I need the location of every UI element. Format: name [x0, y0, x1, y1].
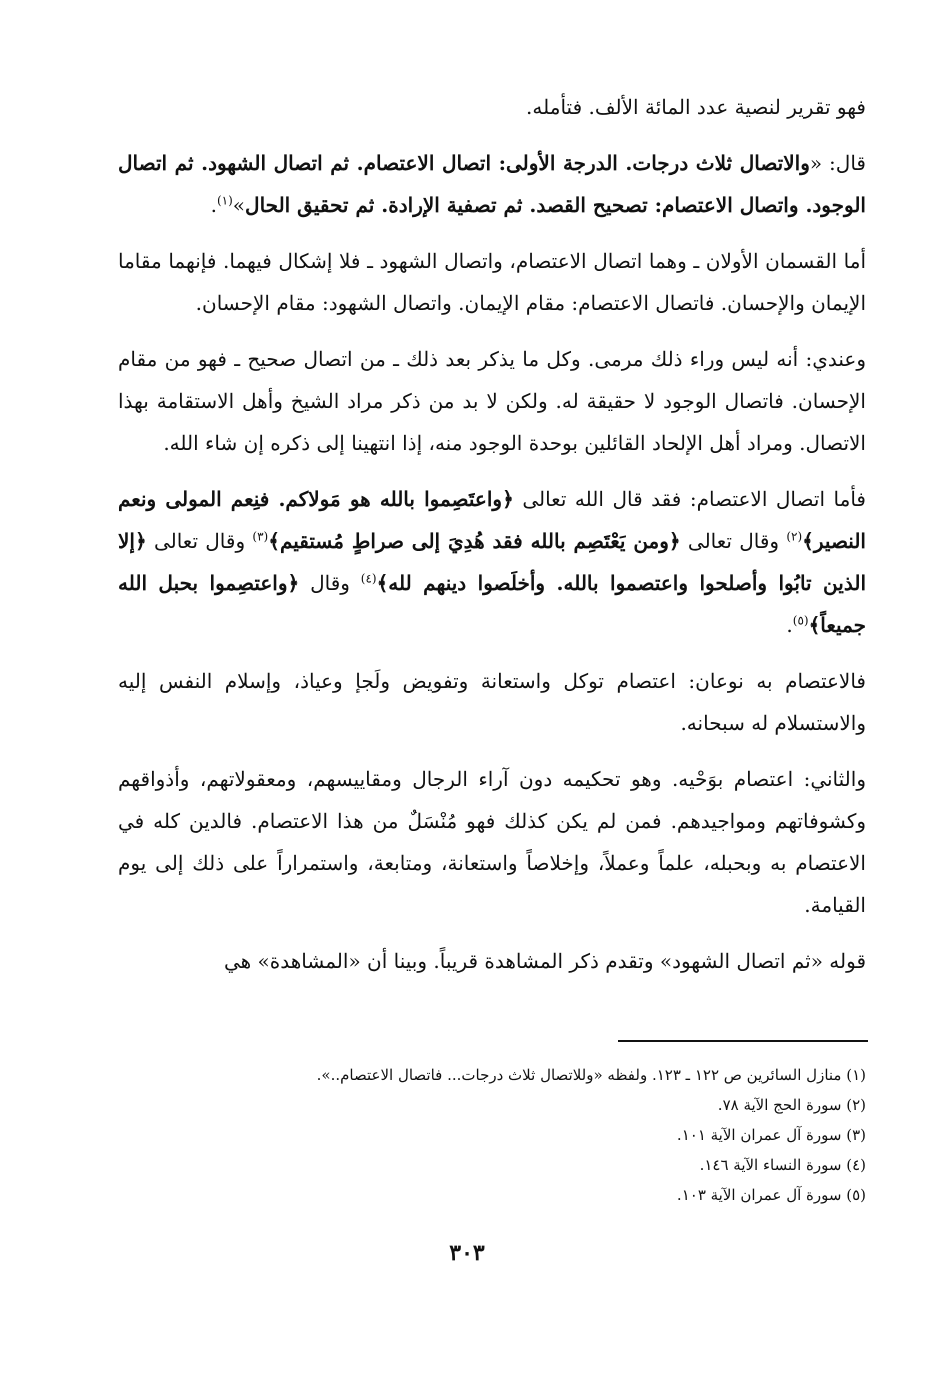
footnote: (٢) سورة الحج الآية ٧٨. [717, 1096, 866, 1114]
text-run: والثاني: اعتصام بوَحْيه. وهو تحكيمه دون آراء الرجال ومقاييسهم، ومعقولاتهم، وأذواقهم وكشوفاتهم ومواجيدهم. فمن لم يكن كذلك فهو مُنْسَلٌ من هذا الاعتصام. فالدين كله في الاعتصام به وبحبله، علماً وعملاً، وإخلاصاً واستعانة، ومتابعة، واستمراراً على ذلك إلى يوم القيامة. [118, 767, 866, 917]
quoted-text: ﴿واعتَصِموا بالله هو مَولاكم. فنِعم المولى ونعم النصير﴾ [118, 487, 866, 553]
footnote-ref: (٢) [786, 529, 803, 544]
text-run: أما القسمان الأولان ـ وهما اتصال الاعتصام، واتصال الشهود ـ فلا إشكال فيهما. فإنهما مقاما الإيمان والإحسان. فاتصال الاعتصام: مقام الإيمان. واتصال الشهود: مقام الإحسان. [118, 249, 866, 315]
quoted-text: والاتصال ثلاث درجات. الدرجة الأولى: اتصال الاعتصام. ثم اتصال الشهود. ثم اتصال الوجود. واتصال الاعتصام: تصحيح القصد. ثم تصفية الإرادة. ثم تحقيق الحال [118, 151, 866, 217]
paragraph [118, 240, 866, 324]
paragraph [118, 758, 866, 926]
text-run: فأما اتصال الاعتصام: فقد قال الله تعالى [513, 487, 866, 511]
footnote-ref: (١) [216, 193, 233, 208]
text-run: وقال تعالى [680, 529, 787, 553]
footnote: (١) منازل السائرين ص ١٢٢ ـ ١٢٣. ولفظه «وللاتصال ثلاث درجات... فاتصال الاعتصام..». [316, 1066, 866, 1084]
text-run: » [232, 193, 246, 217]
paragraph [118, 338, 866, 464]
footnote: (٣) سورة آل عمران الآية ١٠١. [676, 1126, 866, 1144]
footnotes-list [118, 1060, 866, 1210]
text-run: وقال [299, 571, 361, 595]
paragraph [118, 478, 866, 646]
paragraph [118, 660, 866, 744]
page-number: ٣٠٣ [449, 1240, 485, 1266]
footnote-ref: (٥) [792, 613, 809, 628]
footnote-ref: (٤) [360, 571, 377, 586]
text-run: وقال تعالى [146, 529, 253, 553]
text-run: قال: « [809, 151, 866, 175]
paragraph [118, 940, 866, 982]
paragraph [118, 142, 866, 226]
text-run: فالاعتصام به نوعان: اعتصام توكل واستعانة وتفويض ولَجإ وعياذ، وإسلام النفس إليه والاستسلام له سبحانه. [118, 669, 866, 735]
footnote: (٥) سورة آل عمران الآية ١٠٣. [676, 1186, 866, 1204]
text-run: وعندي: أنه ليس وراء ذلك مرمى. وكل ما يذكر بعد ذلك ـ من اتصال صحيح ـ فهو من مقام الإحسان. فاتصال الوجود لا حقيقة له. ولكن لا بد من ذكر مراد الشيخ وأهل الاستقامة بهذا الاتصال. ومراد أهل الإلحاد القائلين بوحدة الوجود منه، إذا انتهينا إلى ذكره إن شاء الله. [118, 347, 866, 455]
text-run: . [786, 613, 793, 637]
quoted-text: ﴿إلا الذين تابُوا وأصلحوا واعتصموا بالله. وأخلَصوا دينهم لله﴾ [118, 529, 866, 595]
text-run: قوله «ثم اتصال الشهود» وتقدم ذكر المشاهدة قريباً. وبينا أن «المشاهدة» هي [223, 949, 866, 973]
quoted-text: ﴿ومن يَعْتَصِم بالله فقد هُدِيَ إلى صراطٍ مُستقيم﴾ [268, 529, 681, 553]
text-run: فهو تقرير لنصية عدد المائة الألف. فتأمله. [526, 95, 866, 119]
main-text [118, 86, 866, 996]
quoted-text: ﴿واعتصِموا بحبل الله جميعاً﴾ [118, 571, 866, 637]
footnote-separator [618, 1040, 868, 1042]
footnote: (٤) سورة النساء الآية ١٤٦. [699, 1156, 866, 1174]
paragraph [118, 86, 866, 128]
text-run: . [210, 193, 217, 217]
footnote-ref: (٣) [252, 529, 269, 544]
